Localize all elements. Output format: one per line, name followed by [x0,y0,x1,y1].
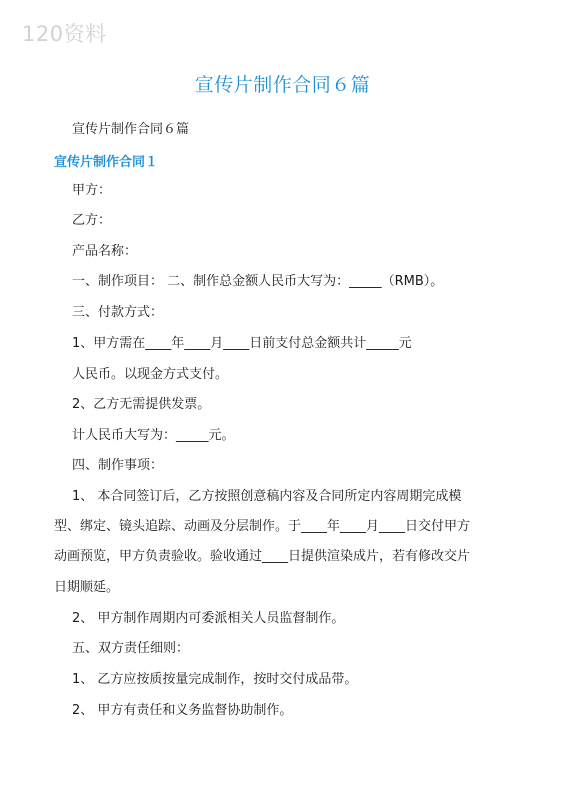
paragraph-line: 人民币。以现金方式支付。 [72,367,229,382]
paragraph-line: 1、 本合同签订后，乙方按照创意稿内容及合同所定内容周期完成模 [72,489,462,504]
paragraph-line: 四、制作事项： [72,458,164,473]
paragraph-line: 一、制作项目： 二、制作总金额人民币大写为：_____（RMB）。 [72,274,444,289]
paragraph-line: 1、 乙方应按质按量完成制作，按时交付成品带。 [72,672,358,687]
paragraph-line: 日期顺延。 [54,580,120,595]
paragraph-line: 2、 甲方有责任和义务监督协助制作。 [72,703,293,718]
paragraph-line: 三、付款方式： [72,305,164,320]
paragraph-line: 2、乙方无需提供发票。 [72,397,211,412]
section-heading: 宣传片制作合同１ [54,155,159,170]
paragraph-line: 乙方： [72,213,112,228]
paragraph-line: 1、甲方需在____年____月____日前支付总金额共计_____元 [72,336,412,351]
document-subtitle: 宣传片制作合同６篇 [72,122,190,137]
paragraph-line: 五、双方责任细则： [72,641,190,656]
paragraph-line: 产品名称： [72,244,138,259]
paragraph-line: 动画预览，甲方负责验收。验收通过____日提供渲染成片，若有修改交片 [54,549,471,564]
paragraph-line: 甲方： [72,183,112,198]
paragraph-line: 2、 甲方制作周期内可委派相关人员监督制作。 [72,611,345,626]
paragraph-line: 计人民币大写为：_____元。 [72,428,235,443]
document-title: 宣传片制作合同６篇 [194,74,371,96]
paragraph-line: 型、绑定、镜头追踪、动画及分层制作。于____年____月____日交付甲方 [54,519,471,534]
watermark: 120资料 [22,22,107,46]
